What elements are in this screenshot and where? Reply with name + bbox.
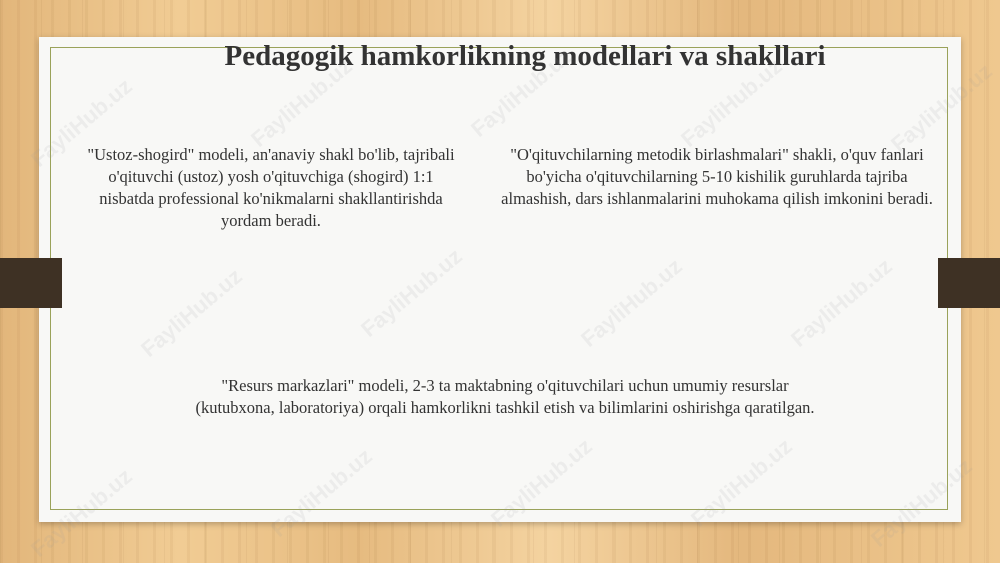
slide-border-frame bbox=[50, 47, 948, 510]
slide-card bbox=[39, 37, 961, 522]
slide-title: Pedagogik hamkorlikning modellari va shakllari bbox=[224, 40, 826, 72]
right-dark-tab bbox=[938, 258, 1000, 308]
paragraph-metodik-birlashmalar: "O'qituvchilarning metodik birlashmalari" shakli, o'quv fanlari bo'yicha o'qituvchilarning 5-10 kishilik guruhlarda tajriba almashish, dars ishlanmalarini muhokama qilish imkonini beradi. bbox=[501, 145, 933, 208]
left-dark-tab bbox=[0, 258, 62, 308]
paragraph-resurs-markazlari: "Resurs markazlari" modeli, 2-3 ta maktabning o'qituvchilari uchun umumiy resurslar (kutubxona, laboratoriya) orqali hamkorlikni tashkil etish va bilimlarini oshirishga qaratilgan. bbox=[195, 376, 815, 417]
paragraph-ustoz-shogird: "Ustoz-shogird" modeli, an'anaviy shakl bo'lib, tajribali o'qituvchi (ustoz) yosh o'qituvchiga (shogird) 1:1 nisbatda professional ko'nikmalarni shakllantirishda yordam beradi. bbox=[87, 145, 455, 230]
